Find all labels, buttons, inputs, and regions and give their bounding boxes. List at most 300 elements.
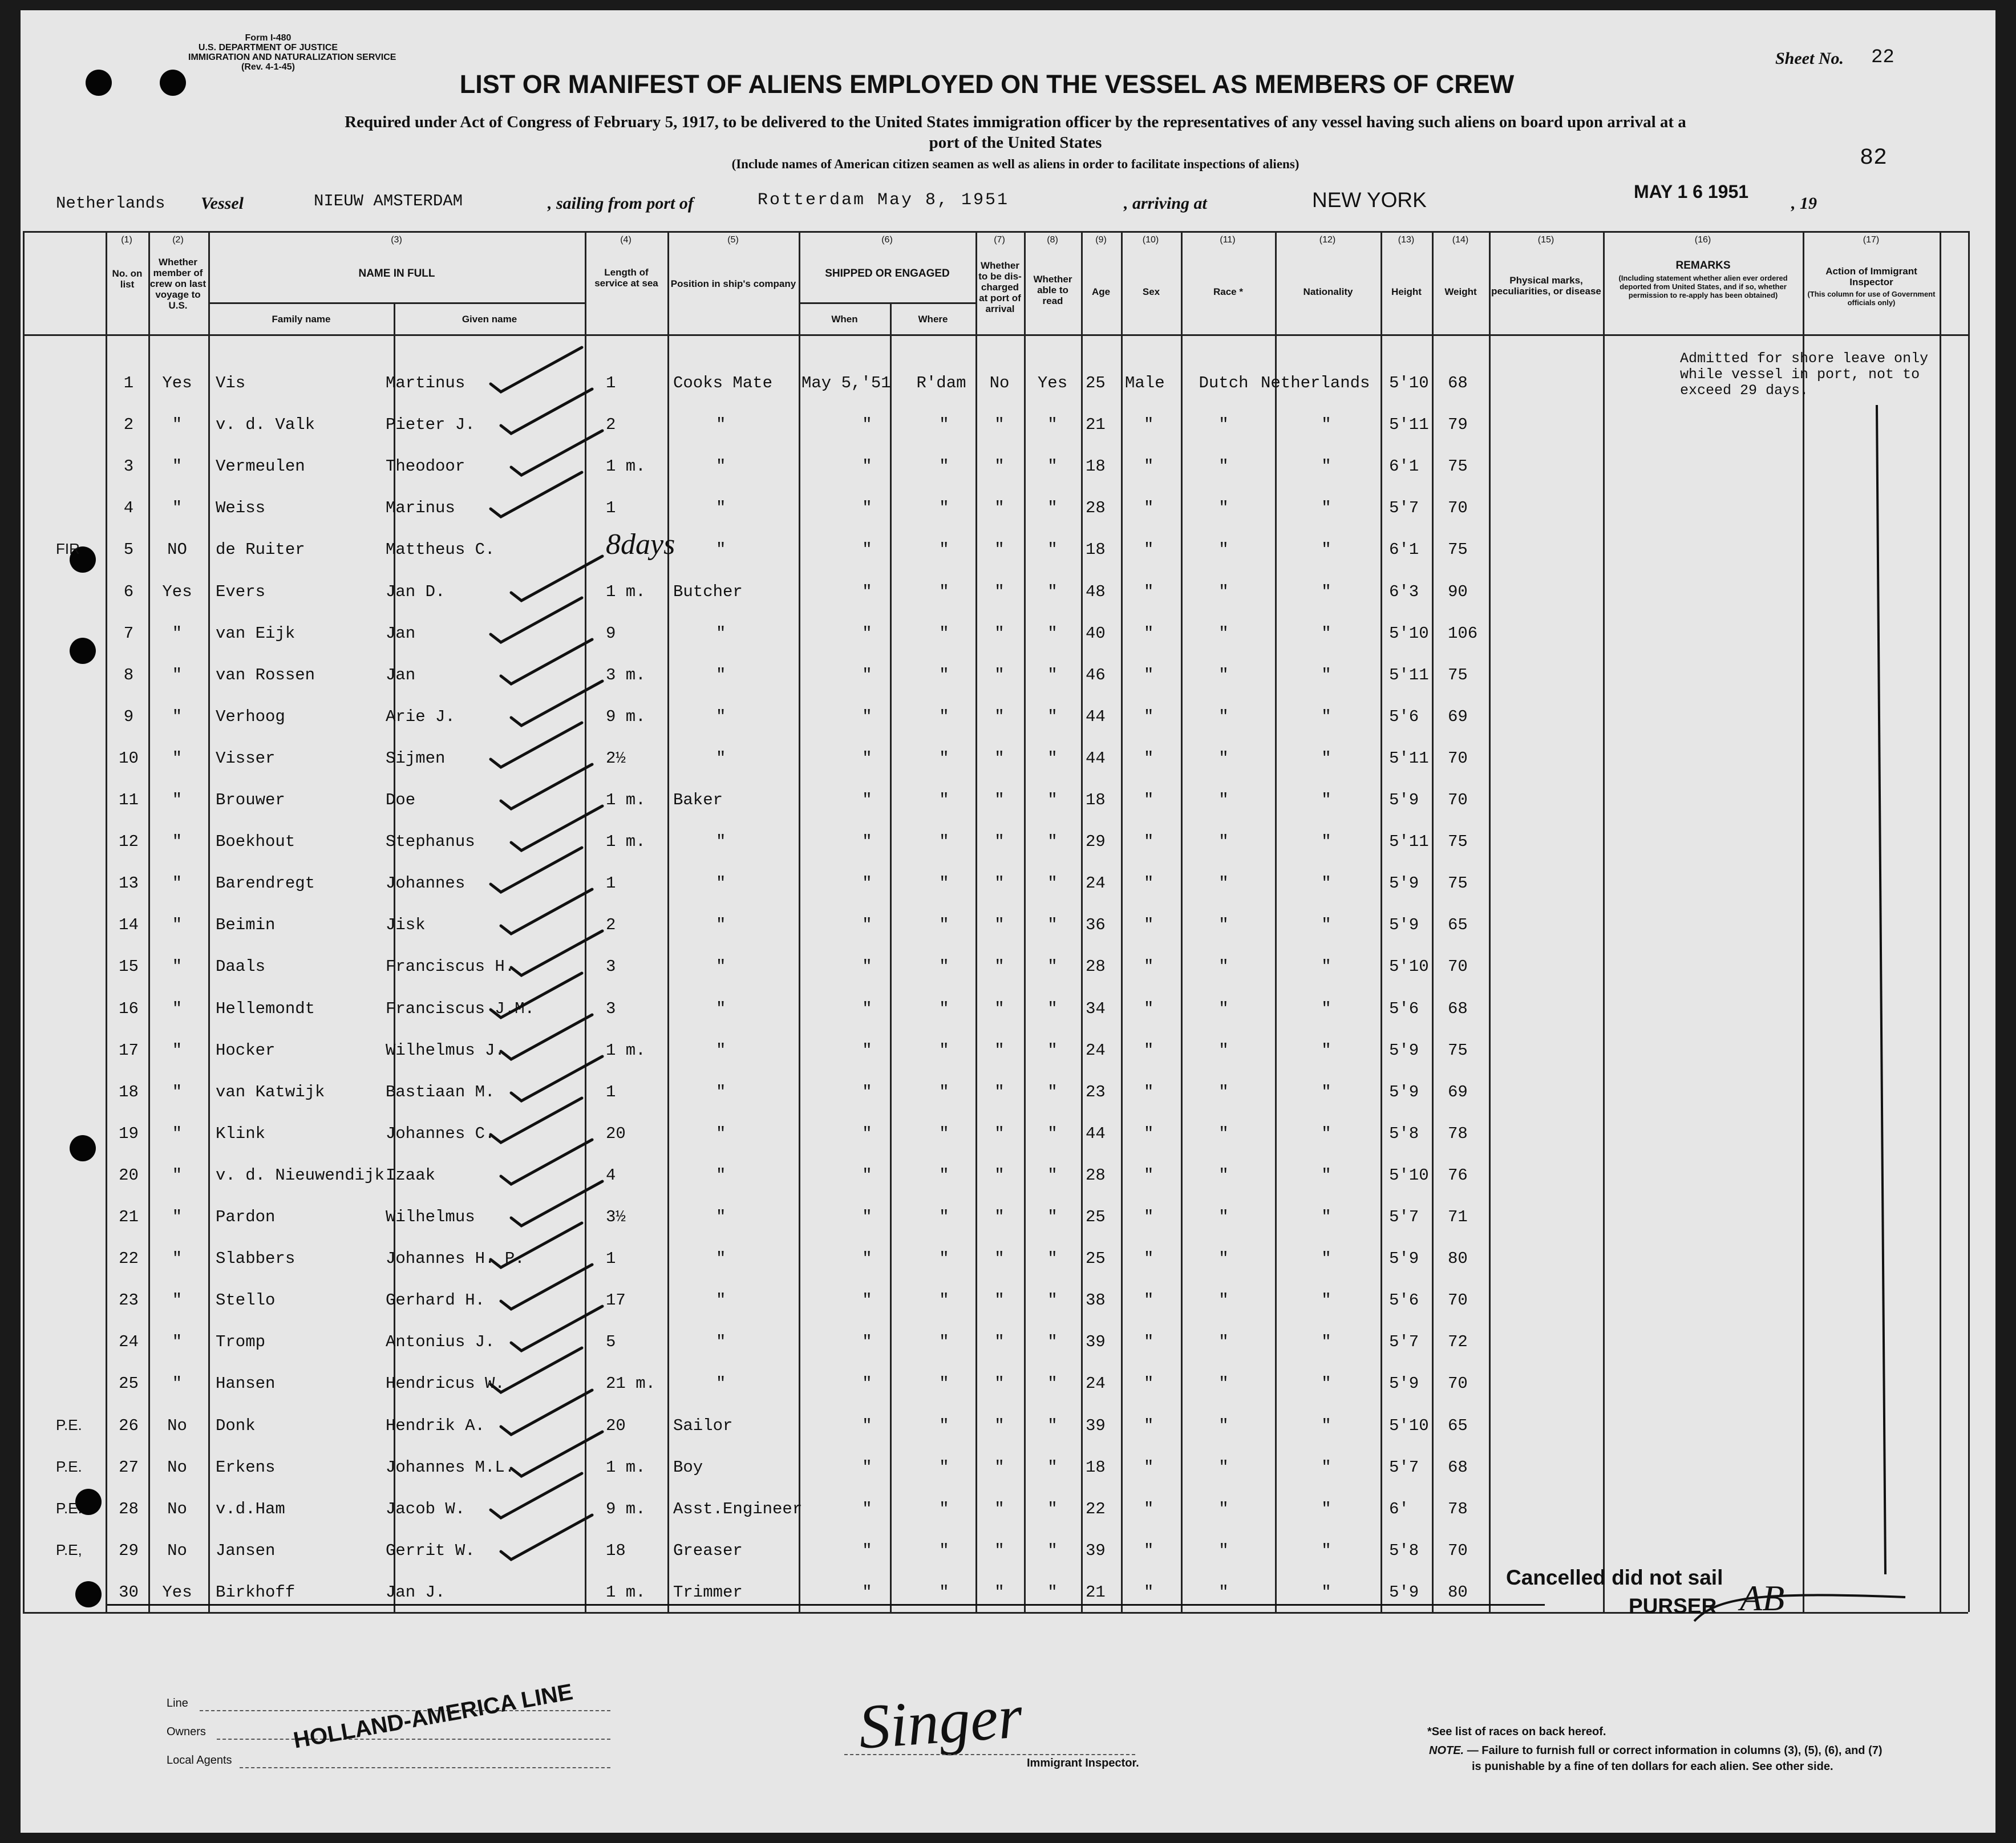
cell-family-name: v. d. Valk	[216, 415, 315, 434]
cell-position: "	[716, 1208, 726, 1226]
column-number: (8)	[1047, 235, 1058, 245]
cell-sex: "	[1144, 1208, 1154, 1226]
cell-row-number: 7	[123, 624, 134, 643]
cell-weight: 75	[1448, 1041, 1468, 1060]
cell-discharged: "	[994, 1083, 1005, 1101]
cell-race: "	[1218, 1083, 1229, 1101]
cell-row-number: 30	[119, 1583, 139, 1602]
cell-discharged: "	[994, 499, 1005, 517]
header-family-name: Family name	[272, 314, 331, 325]
cell-row-number: 17	[119, 1041, 139, 1060]
cell-shipped-where: "	[939, 1249, 949, 1268]
cell-nationality: "	[1321, 1416, 1331, 1435]
cell-crew-last-voyage: NO	[167, 540, 187, 559]
cell-discharged: "	[994, 666, 1005, 684]
cell-sex: "	[1144, 1249, 1154, 1268]
arrival-port: NEW YORK	[1312, 188, 1427, 212]
cell-position: Trimmer	[673, 1583, 743, 1602]
cell-row-number: 20	[119, 1166, 139, 1185]
cell-sex: "	[1144, 415, 1154, 434]
cell-crew-last-voyage: Yes	[162, 374, 192, 392]
cell-shipped-when: "	[862, 957, 872, 976]
cell-shipped-when: "	[862, 540, 872, 559]
cell-position: "	[716, 832, 726, 851]
header-action-inspector: Action of Immigrant Inspector	[1825, 266, 1917, 287]
cell-given-name: Jisk	[386, 916, 426, 934]
column-number: (17)	[1863, 235, 1880, 245]
cell-weight: 79	[1448, 415, 1468, 434]
cell-row-number: 26	[119, 1416, 139, 1435]
cell-age: 39	[1086, 1541, 1106, 1560]
header-discharged: Whether to be dis-charged at port of arrival	[978, 260, 1022, 314]
cell-race: "	[1218, 707, 1229, 726]
cell-race: "	[1218, 1332, 1229, 1351]
cell-position: Greaser	[673, 1541, 743, 1560]
cell-sex: "	[1144, 499, 1154, 517]
cell-discharged: "	[994, 1124, 1005, 1143]
cell-shipped-when: May 5,'51	[801, 374, 891, 392]
cell-family-name: van Eijk	[216, 624, 295, 643]
cell-able-to-read: "	[1047, 1416, 1058, 1435]
owners-label: Owners	[167, 1725, 206, 1738]
cancelled-note: Cancelled did not sail	[1506, 1566, 1723, 1589]
cell-shipped-where: "	[939, 999, 949, 1018]
cell-service-length: 1	[606, 374, 616, 392]
cell-race: "	[1218, 791, 1229, 809]
cell-sex: "	[1144, 457, 1154, 476]
cell-age: 39	[1086, 1332, 1106, 1351]
cell-height: 5'9	[1389, 916, 1419, 934]
cell-height: 5'8	[1389, 1541, 1419, 1560]
cell-position: "	[716, 1374, 726, 1393]
cell-position: "	[716, 457, 726, 476]
cell-service-length: 1 m.	[606, 582, 646, 601]
cell-shipped-when: "	[862, 666, 872, 684]
cell-race: "	[1218, 1291, 1229, 1310]
header-when: When	[831, 314, 858, 325]
cell-nationality: "	[1321, 1083, 1331, 1101]
cell-crew-last-voyage: "	[172, 1124, 183, 1143]
cell-able-to-read: "	[1047, 916, 1058, 934]
sheet-number: 22	[1871, 47, 1894, 68]
cell-age: 18	[1086, 540, 1106, 559]
column-number: (2)	[172, 235, 184, 245]
cell-position: "	[716, 1332, 726, 1351]
cell-row-number: 24	[119, 1332, 139, 1351]
cell-able-to-read: "	[1047, 499, 1058, 517]
cell-race: "	[1218, 749, 1229, 768]
cell-able-to-read: "	[1047, 1166, 1058, 1185]
cell-shipped-when: "	[862, 1166, 872, 1185]
header-no-on-list: No. on list	[112, 268, 143, 290]
cell-service-length: 9 m.	[606, 1500, 646, 1518]
cell-nationality: "	[1321, 1458, 1331, 1477]
cell-service-length: 20	[606, 1416, 626, 1435]
cell-nationality: "	[1321, 832, 1331, 851]
cell-crew-last-voyage: Yes	[162, 1583, 192, 1602]
cell-shipped-where: "	[939, 499, 949, 517]
cell-height: 5'11	[1389, 666, 1429, 684]
cell-shipped-where: "	[939, 1291, 949, 1310]
header-age: Age	[1091, 286, 1111, 297]
cell-row-number: 23	[119, 1291, 139, 1310]
cell-age: 28	[1086, 1166, 1106, 1185]
cell-sex: "	[1144, 1416, 1154, 1435]
departure-port: Rotterdam May 8, 1951	[758, 191, 1010, 210]
cell-position: Asst.Engineer	[673, 1500, 803, 1518]
cell-crew-last-voyage: "	[172, 624, 183, 643]
cell-height: 6'1	[1389, 540, 1419, 559]
cell-discharged: "	[994, 1500, 1005, 1518]
cell-shipped-where: "	[939, 1208, 949, 1226]
cell-sex: "	[1144, 624, 1154, 643]
cell-able-to-read: "	[1047, 999, 1058, 1018]
cell-age: 18	[1086, 791, 1106, 809]
cell-discharged: "	[994, 707, 1005, 726]
cell-position: "	[716, 499, 726, 517]
column-number: (11)	[1220, 235, 1236, 245]
cell-race: "	[1218, 1458, 1229, 1477]
cell-age: 28	[1086, 957, 1106, 976]
cell-discharged: "	[994, 624, 1005, 643]
cell-height: 5'6	[1389, 999, 1419, 1018]
cell-weight: 68	[1448, 374, 1468, 392]
cell-row-number: 3	[123, 457, 134, 476]
cell-able-to-read: "	[1047, 1208, 1058, 1226]
cell-row-number: 11	[119, 791, 139, 809]
cell-row-number: 10	[119, 749, 139, 768]
cell-shipped-where: "	[939, 457, 949, 476]
cell-position: "	[716, 707, 726, 726]
cell-crew-last-voyage: "	[172, 999, 183, 1018]
cell-crew-last-voyage: Yes	[162, 582, 192, 601]
cell-height: 5'10	[1389, 374, 1429, 392]
inspector-signature: Singer	[856, 1681, 1025, 1762]
purser-initials: AB	[1740, 1578, 1785, 1618]
cell-crew-last-voyage: "	[172, 957, 183, 976]
cell-sex: "	[1144, 1458, 1154, 1477]
cell-service-length: 8days	[606, 528, 675, 561]
arrival-date-stamp: MAY 1 6 1951	[1634, 181, 1749, 202]
cell-weight: 75	[1448, 874, 1468, 893]
cell-sex: "	[1144, 1332, 1154, 1351]
cell-row-number: 16	[119, 999, 139, 1018]
cell-race: "	[1218, 1166, 1229, 1185]
column-number: (6)	[881, 235, 893, 245]
cell-crew-last-voyage: "	[172, 666, 183, 684]
cell-service-length: 17	[606, 1291, 626, 1310]
cell-race: "	[1218, 499, 1229, 517]
cell-row-number: 2	[123, 415, 134, 434]
cell-shipped-when: "	[862, 707, 872, 726]
cell-given-name: Pieter J.	[386, 415, 475, 434]
cell-discharged: "	[994, 1249, 1005, 1268]
cell-position: "	[716, 1249, 726, 1268]
cell-row-number: 29	[119, 1541, 139, 1560]
subtitle-line-3: (Include names of American citizen seamen as well as aliens in order to facilitate inspections of aliens)	[731, 157, 1300, 171]
cell-sex: "	[1144, 1291, 1154, 1310]
cell-height: 5'6	[1389, 1291, 1419, 1310]
cell-shipped-where: "	[939, 666, 949, 684]
cell-discharged: "	[994, 1583, 1005, 1602]
cell-nationality: "	[1321, 749, 1331, 768]
cell-nationality: "	[1321, 457, 1331, 476]
cell-row-number: 13	[119, 874, 139, 893]
cell-shipped-when: "	[862, 832, 872, 851]
vessel-flag: Netherlands	[56, 194, 165, 213]
cell-able-to-read: "	[1047, 707, 1058, 726]
cell-discharged: "	[994, 1166, 1005, 1185]
cell-given-name: Marinus	[386, 499, 455, 517]
header-remarks: REMARKS	[1675, 260, 1731, 272]
cell-crew-last-voyage: "	[172, 1208, 183, 1226]
subtitle-line-1: Required under Act of Congress of February 5, 1917, to be delivered to the United States immigration officer by the representatives of any vessel having such aliens on board upon arrival at a	[345, 113, 1686, 131]
cell-sex: "	[1144, 1374, 1154, 1393]
cell-able-to-read: "	[1047, 749, 1058, 768]
cell-family-name: Boekhout	[216, 832, 295, 851]
cell-given-name: Arie J.	[386, 707, 455, 726]
cell-family-name: v.d.Ham	[216, 1500, 285, 1518]
cell-row-number: 12	[119, 832, 139, 851]
cell-able-to-read: "	[1047, 832, 1058, 851]
cell-able-to-read: "	[1047, 1583, 1058, 1602]
cell-height: 5'10	[1389, 1166, 1429, 1185]
cell-nationality: "	[1321, 415, 1331, 434]
column-number: (10)	[1142, 235, 1159, 245]
cell-sex: "	[1144, 1583, 1154, 1602]
cell-crew-last-voyage: "	[172, 499, 183, 517]
cell-shipped-where: "	[939, 957, 949, 976]
cell-age: 25	[1086, 1249, 1106, 1268]
cell-family-name: Erkens	[216, 1458, 276, 1477]
column-number: (5)	[727, 235, 739, 245]
cell-row-number: 19	[119, 1124, 139, 1143]
cell-able-to-read: "	[1047, 457, 1058, 476]
cell-height: 5'11	[1389, 415, 1429, 434]
cell-weight: 68	[1448, 999, 1468, 1018]
cell-height: 5'9	[1389, 1374, 1419, 1393]
cell-race: "	[1218, 1208, 1229, 1226]
cell-shipped-where: "	[939, 540, 949, 559]
cell-service-length: 3 m.	[606, 666, 646, 684]
cell-discharged: "	[994, 791, 1005, 809]
header-where: Where	[918, 314, 948, 325]
cell-age: 48	[1086, 582, 1106, 601]
cell-service-length: 1	[606, 874, 616, 893]
cell-row-prefix: P.E.	[56, 1500, 82, 1517]
line-label: Line	[167, 1697, 188, 1710]
cell-crew-last-voyage: "	[172, 1332, 183, 1351]
page-title: LIST OR MANIFEST OF ALIENS EMPLOYED ON THE VESSEL AS MEMBERS OF CREW	[459, 70, 1515, 99]
cell-weight: 70	[1448, 1291, 1468, 1310]
cell-height: 5'9	[1389, 1041, 1419, 1060]
cell-position: "	[716, 1041, 726, 1060]
column-number: (1)	[121, 235, 132, 245]
cell-service-length: 5	[606, 1332, 616, 1351]
cell-nationality: "	[1321, 1374, 1331, 1393]
cell-service-length: 3	[606, 957, 616, 976]
cell-weight: 70	[1448, 1541, 1468, 1560]
cell-position: "	[716, 415, 726, 434]
cell-height: 5'9	[1389, 1583, 1419, 1602]
cell-position: "	[716, 957, 726, 976]
cell-discharged: No	[989, 374, 1010, 392]
cell-race: "	[1218, 1374, 1229, 1393]
cell-nationality: "	[1321, 1583, 1331, 1602]
cell-race: "	[1218, 916, 1229, 934]
cell-shipped-where: "	[939, 1083, 949, 1101]
cell-discharged: "	[994, 1291, 1005, 1310]
cell-sex: "	[1144, 916, 1154, 934]
cell-weight: 70	[1448, 957, 1468, 976]
cell-family-name: Birkhoff	[216, 1583, 295, 1602]
cell-shipped-when: "	[862, 791, 872, 809]
cell-age: 28	[1086, 499, 1106, 517]
cell-position: Boy	[673, 1458, 703, 1477]
cell-able-to-read: "	[1047, 1041, 1058, 1060]
cell-able-to-read: "	[1047, 666, 1058, 684]
cell-nationality: "	[1321, 1541, 1331, 1560]
cell-crew-last-voyage: "	[172, 1083, 183, 1101]
cell-able-to-read: "	[1047, 1374, 1058, 1393]
cell-age: 21	[1086, 415, 1106, 434]
cell-service-length: 2½	[606, 749, 626, 768]
cell-given-name: Johannes H. P.	[386, 1249, 525, 1268]
cell-age: 38	[1086, 1291, 1106, 1310]
cell-row-number: 21	[119, 1208, 139, 1226]
cell-discharged: "	[994, 957, 1005, 976]
cell-race: "	[1218, 1583, 1229, 1602]
cell-age: 44	[1086, 707, 1106, 726]
cell-weight: 80	[1448, 1583, 1468, 1602]
cell-weight: 106	[1448, 624, 1478, 643]
cell-age: 34	[1086, 999, 1106, 1018]
inspector-label: Immigrant Inspector.	[1027, 1757, 1139, 1769]
column-number: (16)	[1694, 235, 1711, 245]
header-action-inspector-sub: (This column for use of Government officials only)	[1807, 290, 1936, 307]
cell-weight: 80	[1448, 1249, 1468, 1268]
cell-shipped-where: "	[939, 707, 949, 726]
cell-nationality: "	[1321, 1249, 1331, 1268]
cell-able-to-read: "	[1047, 1083, 1058, 1101]
shore-leave-remark: Admitted for shore leave only while vessel in port, not to exceed 29 days.	[1680, 350, 1929, 399]
cell-row-prefix: FIR	[56, 540, 80, 557]
cell-discharged: "	[994, 749, 1005, 768]
cell-crew-last-voyage: "	[172, 749, 183, 768]
cell-shipped-where: "	[939, 1416, 949, 1435]
cell-able-to-read: "	[1047, 415, 1058, 434]
cell-given-name: Jan J.	[386, 1583, 446, 1602]
cell-discharged: "	[994, 999, 1005, 1018]
column-number: (15)	[1537, 235, 1554, 245]
cell-height: 5'10	[1389, 624, 1429, 643]
cell-row-number: 1	[123, 374, 134, 392]
cell-row-number: 9	[123, 707, 134, 726]
sheet-label: Sheet No.	[1775, 49, 1844, 68]
cell-row-number: 22	[119, 1249, 139, 1268]
races-note: *See list of races on back hereof.	[1427, 1725, 1606, 1738]
cell-able-to-read: "	[1047, 957, 1058, 976]
cell-shipped-where: "	[939, 1166, 949, 1185]
cell-nationality: "	[1321, 1291, 1331, 1310]
cell-service-length: 1	[606, 1083, 616, 1101]
cell-height: 6'3	[1389, 582, 1419, 601]
cell-crew-last-voyage: "	[172, 1374, 183, 1393]
cell-weight: 75	[1448, 457, 1468, 476]
cell-race: "	[1218, 1249, 1229, 1268]
cell-row-prefix: P.E.	[56, 1458, 82, 1475]
cell-shipped-where: "	[939, 1458, 949, 1477]
cell-age: 39	[1086, 1416, 1106, 1435]
cell-service-length: 1	[606, 499, 616, 517]
cell-sex: "	[1144, 1041, 1154, 1060]
cell-row-number: 14	[119, 916, 139, 934]
cell-sex: "	[1144, 1166, 1154, 1185]
cell-position: Sailor	[673, 1416, 733, 1435]
header-able-to-read: Whether able to read	[1033, 274, 1072, 306]
cell-able-to-read: "	[1047, 582, 1058, 601]
cell-weight: 78	[1448, 1124, 1468, 1143]
cell-height: 5'10	[1389, 1416, 1429, 1435]
cell-height: 5'7	[1389, 1208, 1419, 1226]
cell-service-length: 3	[606, 999, 616, 1018]
cell-row-number: 27	[119, 1458, 139, 1477]
cell-row-number: 5	[123, 540, 134, 559]
cell-position: "	[716, 749, 726, 768]
cell-row-prefix: P.E.	[56, 1416, 82, 1433]
cell-able-to-read: Yes	[1037, 374, 1068, 392]
note-line-1: NOTE. — Failure to furnish full or correct information in columns (3), (5), (6), and (7)	[1429, 1744, 1883, 1757]
header-given-name: Given name	[462, 314, 517, 325]
cell-nationality: "	[1321, 1166, 1331, 1185]
cell-position: "	[716, 1166, 726, 1185]
cell-discharged: "	[994, 916, 1005, 934]
cell-weight: 70	[1448, 1374, 1468, 1393]
cell-sex: "	[1144, 791, 1154, 809]
header-sex: Sex	[1142, 286, 1160, 297]
cell-given-name: Jacob W.	[386, 1500, 465, 1518]
cell-height: 5'7	[1389, 1458, 1419, 1477]
cell-shipped-where: "	[939, 832, 949, 851]
cell-discharged: "	[994, 457, 1005, 476]
cell-given-name: Franciscus J.M.	[386, 999, 535, 1018]
cell-nationality: "	[1321, 1208, 1331, 1226]
cell-age: 40	[1086, 624, 1106, 643]
cell-able-to-read: "	[1047, 1332, 1058, 1351]
cell-nationality: "	[1321, 666, 1331, 684]
cell-age: 18	[1086, 457, 1106, 476]
cell-shipped-where: "	[939, 1500, 949, 1518]
cell-row-number: 4	[123, 499, 134, 517]
cell-shipped-when: "	[862, 415, 872, 434]
cell-family-name: Jansen	[216, 1541, 276, 1560]
cell-weight: 75	[1448, 666, 1468, 684]
cell-nationality: "	[1321, 874, 1331, 893]
header-physical-marks: Physical marks, peculiarities, or disease	[1491, 275, 1601, 297]
cell-weight: 75	[1448, 832, 1468, 851]
cell-weight: 69	[1448, 1083, 1468, 1101]
cell-race: "	[1218, 874, 1229, 893]
cell-given-name: Wilhelmus	[386, 1208, 475, 1226]
cell-sex: "	[1144, 957, 1154, 976]
cell-nationality: "	[1321, 999, 1331, 1018]
header-crew-last-voyage: Whether member of crew on last voyage to U.S.	[149, 257, 207, 311]
cell-nationality: "	[1321, 791, 1331, 809]
holland-america-stamp: HOLLAND-AMERICA LINE	[292, 1679, 575, 1753]
cell-given-name: Sijmen	[386, 749, 446, 768]
cell-height: 5'11	[1389, 832, 1429, 851]
cell-shipped-where: "	[939, 791, 949, 809]
